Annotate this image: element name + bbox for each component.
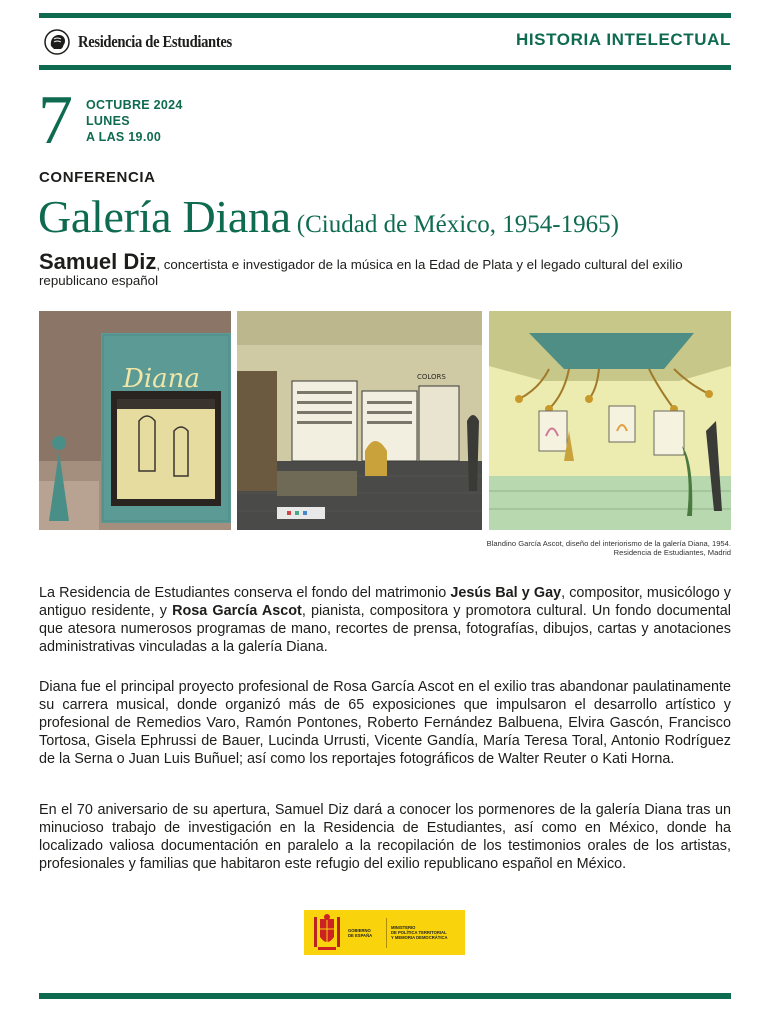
speaker-line: [39, 249, 739, 289]
gov-a-line1: GOBIERNO: [348, 927, 371, 933]
title-subtitle: (Ciudad de México, 1954-1965): [296, 211, 619, 238]
residencia-logo[interactable]: [44, 28, 257, 56]
bottom-rule: [39, 993, 731, 999]
coat-of-arms-icon: [310, 913, 344, 953]
event-kind: CONFERENCIA: [39, 169, 156, 186]
head-profile-icon: [44, 29, 70, 55]
img2-sign: COLORS: [417, 373, 446, 381]
gov-text-ministerio: [391, 925, 461, 940]
img1-sign: Diana: [123, 364, 200, 394]
gov-a-line2: DE ESPAÑA: [348, 932, 373, 938]
event-month-year: OCTUBRE 2024: [86, 98, 183, 112]
p1-name-rosa: Rosa García Ascot: [172, 603, 302, 620]
gov-b-line1: MINISTERIO: [391, 925, 416, 930]
p1-text-e: , pianista, compositora y promotora cultural. Un fondo documental que atesora numerosos programas de mano, recortes de prensa, fotografías, dibujos, cartas y anotaciones administrativas vinculadas a la galería Diana.: [39, 603, 731, 656]
illustration-interior-panels: [237, 311, 482, 530]
caption-line-1: Blandino García Ascot, diseño del interiorismo de la galería Diana, 1954.: [486, 539, 731, 548]
gov-b-line2: DE POLÍTICA TERRITORIAL: [391, 930, 447, 935]
header-rule: [39, 65, 731, 70]
paragraph-3: En el 70 aniversario de su apertura, Samuel Diz dará a conocer los pormenores de la galería Diana tras un minucioso trabajo de investigación en la Residencia de Estudiantes, así como en México, donde ha localizado valiosa documentación en paralelo a la recopilación de los testimonios orales de los artistas, profesionales y familias que habitaron este refugio del exilio republicano español en México.: [39, 802, 731, 873]
section-label: HISTORIA INTELECTUAL: [515, 30, 731, 49]
paragraph-1: [39, 584, 731, 656]
event-day: 7: [38, 82, 73, 159]
event-title: [38, 190, 619, 243]
speaker-description: , concertista e investigador de la música en la Edad de Plata y el legado cultural del exilio republicano español: [39, 257, 683, 288]
gobierno-logo[interactable]: [304, 910, 465, 955]
event-weekday: LUNES: [86, 114, 130, 128]
image-caption: [487, 539, 731, 557]
p1-text-c: , compositor, musicólogo y antiguo residente, y: [39, 585, 732, 620]
event-time: A LAS 19.00: [86, 130, 162, 144]
p1-text-a: La Residencia de Estudiantes conserva el fondo del matrimonio: [39, 585, 451, 601]
illustration-storefront: [39, 311, 231, 530]
p1-name-jesus: Jesús Bal y Gay: [450, 585, 562, 601]
event-date-block: [86, 97, 183, 145]
logo-text: Residencia de Estudiantes: [78, 32, 232, 51]
top-rule: [39, 13, 731, 18]
speaker-name: Samuel Diz: [39, 249, 157, 274]
gov-b-line3: Y MEMORIA DEMOCRÁTICA: [391, 935, 448, 940]
gov-divider: [386, 918, 387, 948]
paragraph-2: Diana fue el principal proyecto profesional de Rosa García Ascot en el exilio tras abandonar paulatinamente su carrera musical, donde organizó más de 65 exposiciones que impulsaron el desarrollo artístico y profesional de Remedios Varo, Ramón Pontones, Roberto Fernández Balbuena, Elvira Gascón, Francisco Tortosa, Gisela Ephrussi de Bauer, Lucinda Urrusti, Vicente Gandía, María Teresa Toral, Antonio Rodríguez de la Serna o Juan Luis Buñuel; así como los reportajes fotográficos de Walter Reuter o Kati Horna.: [39, 679, 731, 768]
title-main: Galería Diana: [38, 191, 291, 242]
caption-line-2: Residencia de Estudiantes, Madrid: [613, 548, 731, 557]
gov-text-gobierno: [348, 928, 382, 938]
illustration-gallery-lamps: [489, 311, 731, 530]
